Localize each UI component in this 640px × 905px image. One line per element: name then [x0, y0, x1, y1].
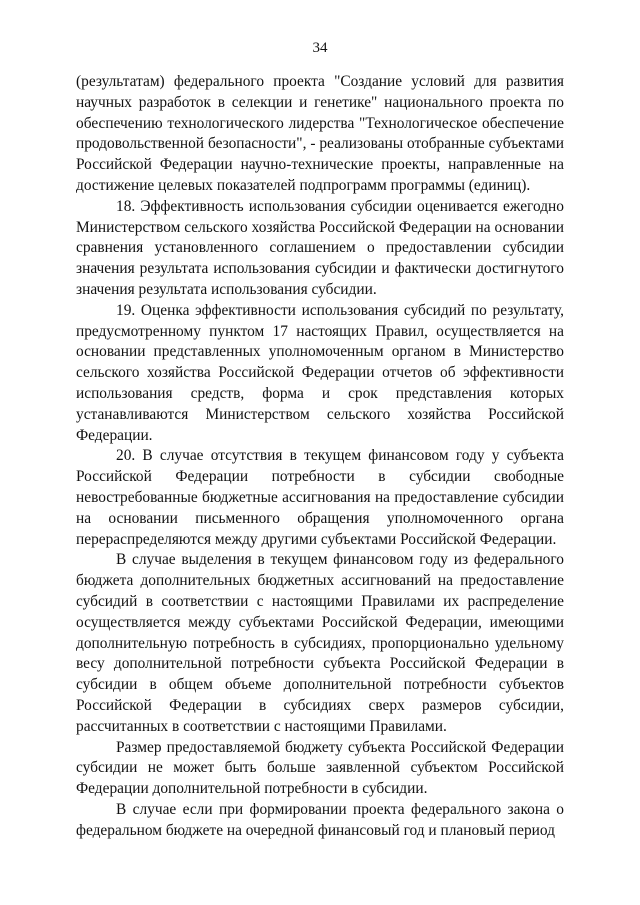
paragraph-continuation: (результатам) федерального проекта "Создание условий для развития научных разработок в селекции и генетике" национального проекта по обеспечению технологического лидерства "Технологическое обеспечение продовольственной безопасности", - реализованы отобранные субъектами Российской Федерации научно-технические проекты, направленные на достижение целевых показателей подпрограмм программы (единиц).: [76, 73, 564, 194]
paragraph-19: 19. Оценка эффективности использования субсидий по результату, предусмотренному пунктом 17 настоящих Правил, осуществляется на основании представленных уполномоченным органом в Министерство сельского хозяйства Российской Федерации отчетов об эффективности использования средств, форма и срок представления которых устанавливаются Министерством сельского хозяйства Российской Федерации.: [76, 301, 564, 444]
paragraph-subsidy-size: Размер предоставляемой бюджету субъекта Российской Федерации субсидии не может быть больше заявленной субъектом Российской Федерации дополнительной потребности в субсидии.: [76, 738, 564, 798]
page-number: 34: [312, 40, 328, 56]
paragraph-additional-allocations: В случае выделения в текущем финансовом году из федерального бюджета дополнительных бюджетных ассигнований на предоставление субсидий в соответствии с настоящими Правилами их распределение осуществляется между субъектами Российской Федерации, имеющими дополнительную потребность в субсидиях, пропорционально удельному весу дополнительной потребности субъекта Российской Федерации в субсидии в общем объеме дополнительной потребности субъектов Российской Федерации в субсидиях сверх размеров субсидии, рассчитанных в соответствии с настоящими Правилами.: [76, 551, 564, 735]
document-body: [76, 72, 564, 841]
paragraph-18: 18. Эффективность использования субсидии оценивается ежегодно Министерством сельского хозяйства Российской Федерации на основании сравнения установленного соглашением о предоставлении субсидии значения результата использования субсидии и фактически достигнутого значения результата использования субсидии.: [76, 197, 564, 298]
paragraph-20: 20. В случае отсутствия в текущем финансовом году у субъекта Российской Федерации потребности в субсидии свободные невостребованные бюджетные ассигнования на предоставление субсидии на основании письменного обращения уполномоченного органа перераспределяются между другими субъектами Российской Федерации.: [76, 447, 564, 548]
paragraph-federal-law-case: В случае если при формировании проекта федерального закона о федеральном бюджете на очередной финансовый год и плановый период: [76, 800, 564, 839]
